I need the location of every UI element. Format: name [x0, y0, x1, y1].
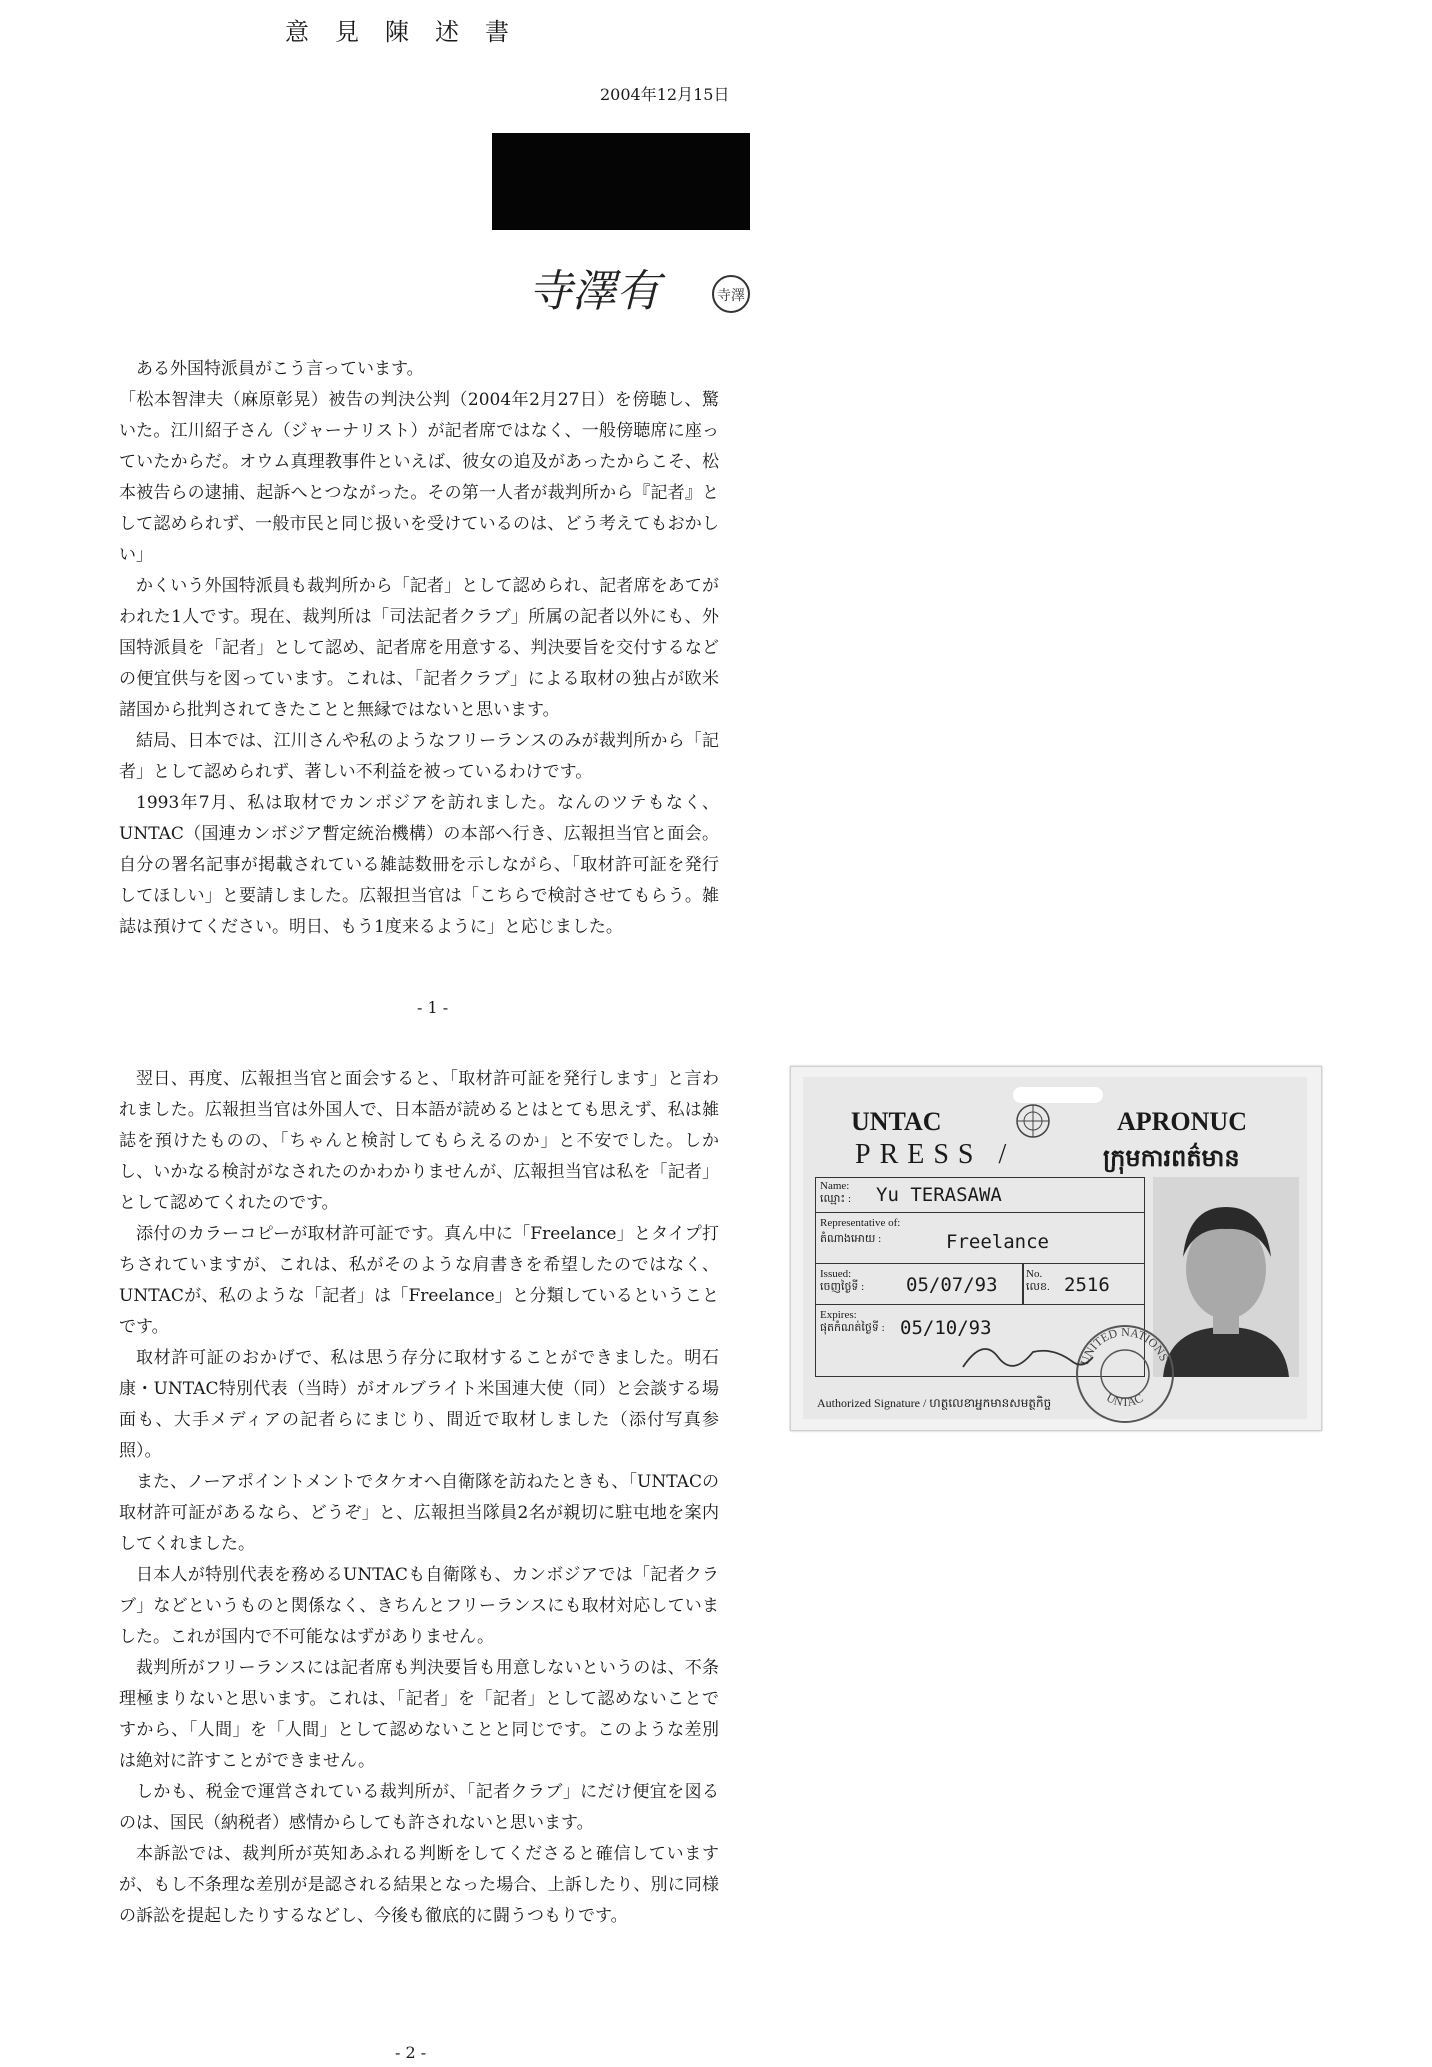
paragraph: 「松本智津夫（麻原彰晃）被告の判決公判（2004年2月27日）を傍聴し、驚いた。江川紹子さん（ジャーナリスト）が記者席ではなく、一般傍聴席に座っていたからだ。オウム真理教事件といえば、彼女の追及があったからこそ、松本被告らの逮捕、起訴へとつながった。その第一人者が裁判所から『記者』として認められず、一般市民と同じ扱いを受けているのは、どう考えてもおかしい」: [119, 390, 719, 565]
card-press-label: PRESS /: [855, 1139, 1016, 1170]
paragraph: 1993年7月、私は取材でカンボジアを訪れました。なんのツテもなく、UNTAC（国連カンボジア暫定統治機構）の本部へ行き、広報担当官と面会。自分の署名記事が掲載されている雑誌数冊を示しながら、「取材許可証を発行してほしい」と要請しました。広報担当官は「こちらで検討させてもらう。雑誌は預けてください。明日、もう1度来るように」と応じました。: [119, 793, 719, 937]
svg-text:UNTAC: [1104, 1390, 1145, 1409]
field-value: 05/10/93: [900, 1317, 992, 1339]
seal-bottom-text: UNTAC: [1104, 1390, 1146, 1410]
field-representative: [816, 1213, 1144, 1264]
field-value: Yu TERASAWA: [876, 1184, 1002, 1206]
paragraph: また、ノーアポイントメントでタケオへ自衛隊を訪ねたときも、「UNTACの取材許可証があるなら、どうぞ」と、広報担当隊員2名が親切に駐屯地を案内してくれました。: [119, 1472, 719, 1554]
signature-text: 寺澤有: [528, 266, 660, 317]
document-title: 意見陳述書: [285, 18, 535, 46]
paragraph: ある外国特派員がこう言っています。: [136, 359, 424, 379]
authorized-signature-label: Authorized Signature / ហត្ថលេខាអ្នកមានសមត្ថកិច្ច: [817, 1396, 1052, 1410]
field-label: Expires:: [820, 1309, 857, 1321]
card-org-en: UNTAC: [851, 1107, 942, 1136]
field-value: 05/07/93: [906, 1274, 998, 1296]
page-number: - 2 -: [395, 2043, 427, 2062]
seal-text: 寺澤: [717, 288, 745, 304]
card-org-fr: APRONUC: [1117, 1107, 1247, 1136]
field-label: Issued:: [820, 1268, 852, 1280]
authorized-signature-scribble: [953, 1327, 1103, 1387]
redaction-block: [492, 133, 750, 230]
page-number: - 1 -: [417, 998, 449, 1017]
document-date: 2004年12月15日: [600, 85, 730, 104]
paragraph: かくいう外国特派員も裁判所から「記者」として認められ、記者席をあてがわれた1人です。現在、裁判所は「司法記者クラブ」所属の記者以外にも、外国特派員を「記者」として認め、記者席を用意する、判決要旨を交付するなどの便宜供与を図っています。これは、「記者クラブ」による取材の独占が欧米諸国から批判されてきたことと無縁ではないと思います。: [119, 576, 719, 720]
paragraph: 取材許可証のおかげで、私は思う存分に取材することができました。明石康・UNTAC特別代表（当時）がオルブライト米国連大使（同）と会談する場面も、大手メディアの記者らにまじり、間近で取材しました（添付写真参照）。: [119, 1348, 719, 1461]
paragraph: 結局、日本では、江川さんや私のようなフリーランスのみが裁判所から「記者」として認められず、著しい不利益を被っているわけです。: [119, 731, 719, 782]
card-press-khmer: ក្រុមការពត៌មាន: [1103, 1143, 1240, 1172]
field-label-kh: លេខ.: [1026, 1281, 1050, 1293]
field-value: Freelance: [946, 1231, 1049, 1253]
field-label: Representative of:: [820, 1217, 901, 1229]
field-value: 2516: [1064, 1274, 1110, 1296]
paragraph: 本訴訟では、裁判所が英知あふれる判断をしてくださると確信していますが、もし不条理な差別が是認される結果となった場合、上訴したり、別に同様の訴訟を提起したりするなどし、今後も徹底的に闘うつもりです。: [119, 1844, 719, 1926]
paragraph: 日本人が特別代表を務めるUNTACも自衛隊も、カンボジアでは「記者クラブ」などというものと関係なく、きちんとフリーランスにも取材対応していました。これが国内で不可能なはずがありません。: [119, 1565, 719, 1647]
paragraph: しかも、税金で運営されている裁判所が、「記者クラブ」にだけ便宜を図るのは、国民（納税者）感情からしても許されないと思います。: [119, 1782, 719, 1833]
paragraph: 裁判所がフリーランスには記者席も判決要旨も用意しないというのは、不条理極まりないと思います。これは、「記者」を「記者」として認めないことですから、「人間」を「人間」として認めないことと同じです。このような差別は絶対に許すことができません。: [119, 1658, 719, 1771]
press-card-image: [790, 1066, 1322, 1431]
field-label-kh: ផុតកំណត់ថ្ងៃទី :: [820, 1322, 885, 1334]
field-issued: [816, 1264, 1144, 1305]
seal-top-text: UNITED NATIONS: [1077, 1324, 1172, 1367]
page2-body: [119, 1064, 719, 1932]
handwritten-signature: [528, 258, 758, 324]
press-card: [803, 1077, 1307, 1419]
paragraph: 添付のカラーコピーが取材許可証です。真ん中に「Freelance」とタイプ打ちされていますが、これは、私がそのような肩書きを希望したのではなく、UNTACが、私のような「記者」は「Freelance」と分類しているということです。: [119, 1224, 719, 1337]
page1-body: [119, 354, 719, 943]
field-label-kh: ចេញថ្ងៃទី :: [820, 1281, 865, 1293]
un-emblem-icon: [1011, 1099, 1055, 1143]
paragraph: 翌日、再度、広報担当官と面会すると、「取材許可証を発行します」と言われました。広報担当官は外国人で、日本語が読めるとはとても思えず、私は雑誌を預けたものの、「ちゃんと検討してもらえるのか」と不安でした。しかし、いかなる検討がなされたのかわかりませんが、広報担当官は私を「記者」として認めてくれたのです。: [119, 1069, 719, 1213]
field-label-kh: ឈ្មោះ :: [820, 1193, 852, 1205]
field-label-kh: តំណាងអោយ :: [820, 1233, 882, 1245]
field-label: Name:: [820, 1180, 850, 1192]
field-name: [816, 1178, 1144, 1213]
field-label: No.: [1026, 1268, 1043, 1280]
